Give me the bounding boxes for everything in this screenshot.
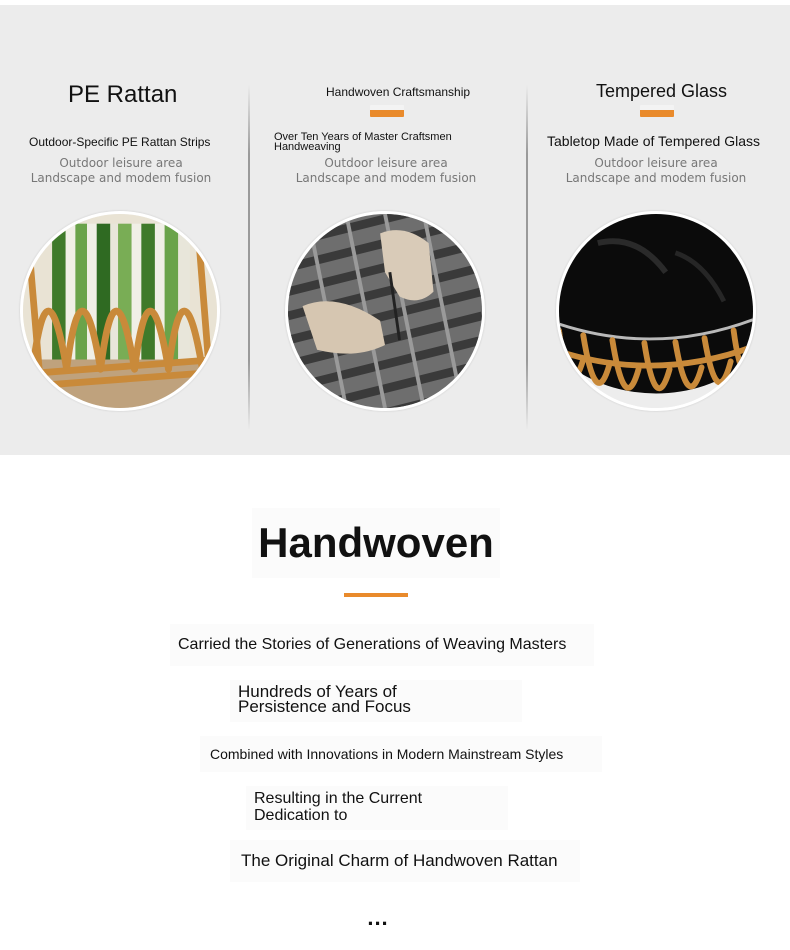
story-line: Hundreds of Years of Persistence and Focus — [230, 680, 522, 722]
feature-desc-line: Outdoor leisure area — [59, 156, 183, 170]
hands-weaving-photo-icon — [285, 211, 485, 411]
feature-handwoven-craftsmanship — [250, 5, 526, 455]
glass-tabletop-photo-icon — [556, 211, 756, 411]
feature-title: PE Rattan — [68, 81, 178, 108]
feature-title: Tempered Glass — [596, 81, 728, 101]
feature-subtitle: Tabletop Made of Tempered Glass — [547, 133, 760, 149]
accent-mark — [640, 105, 674, 117]
feature-desc-line: Landscape and modem fusion — [565, 171, 747, 185]
feature-title: Handwoven Craftsmanship — [326, 85, 471, 99]
rattan-weave-photo-icon — [20, 211, 220, 411]
feature-desc-line: Landscape and modem fusion — [295, 171, 477, 185]
story-line: Resulting in the Current Dedication to — [246, 786, 508, 830]
story-line: Carried the Stories of Generations of Weaving Masters — [170, 624, 594, 666]
features-panel — [0, 5, 790, 455]
feature-subtitle: Over Ten Years of Master Craftsmen Handweaving — [274, 131, 452, 153]
section-title: Handwoven — [252, 508, 500, 578]
feature-desc-line: Landscape and modem fusion — [30, 171, 212, 185]
story-line: Combined with Innovations in Modern Mainstream Styles — [200, 736, 602, 772]
feature-subtitle: Outdoor-Specific PE Rattan Strips — [29, 135, 211, 149]
story-line: The Original Charm of Handwoven Rattan — [230, 840, 580, 882]
feature-desc-line: Outdoor leisure area — [594, 156, 718, 170]
feature-desc-line: Outdoor leisure area — [324, 156, 448, 170]
feature-pe-rattan — [0, 5, 248, 455]
ellipsis: ... — [367, 905, 389, 930]
accent-mark — [370, 105, 404, 117]
feature-tempered-glass — [528, 5, 790, 455]
title-underline — [344, 593, 408, 597]
